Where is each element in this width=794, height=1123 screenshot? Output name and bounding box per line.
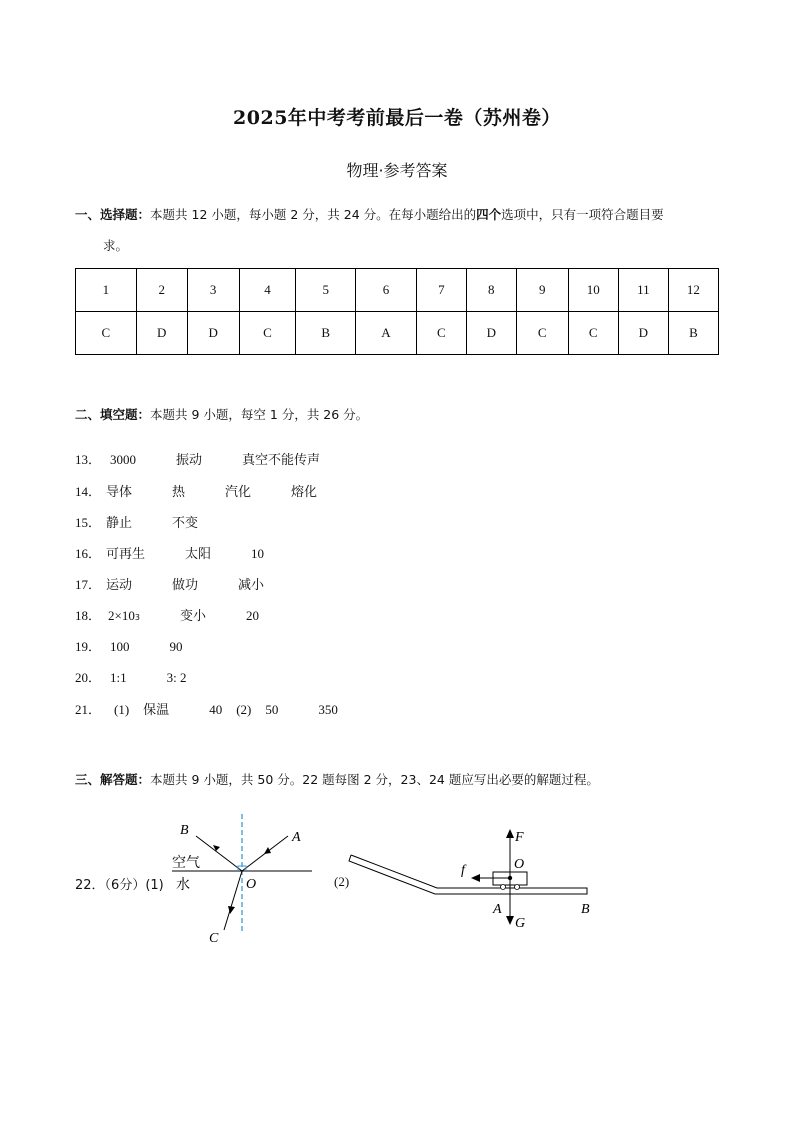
section-3-lead: 三、解答题： <box>75 772 151 787</box>
table-cell-number: 5 <box>296 269 356 312</box>
section-2-heading <box>75 405 368 425</box>
fill-answer-item: 导体 <box>106 485 133 500</box>
fill-answer-item: (2) <box>236 702 252 717</box>
q22-figure-refraction <box>160 810 320 950</box>
superscript: 3 <box>134 613 140 622</box>
section-3-text: 本题共 9 小题，共 50 分。22 题每图 2 分，23、24 题应写出必要的解题过程。 <box>150 772 599 787</box>
force-g-arrow-icon <box>506 916 514 925</box>
answer-table-answer-row <box>76 312 719 355</box>
fill-answer-line <box>75 636 183 655</box>
fill-answer-item: 太阳 <box>185 547 212 562</box>
fill-answer-item: 热 <box>172 485 186 500</box>
table-cell-answer: C <box>516 312 568 355</box>
fill-answer-item: 振动 <box>176 453 203 468</box>
fig1-water-label: 水 <box>176 877 190 893</box>
fill-answer-item: 真空不能传声 <box>242 453 321 468</box>
question-number: 13． <box>75 452 102 467</box>
table-cell-answer: C <box>416 312 466 355</box>
fill-answer-item: 熔化 <box>291 485 318 500</box>
fill-answer-item: 40 <box>209 702 223 717</box>
section-2-text: 本题共 9 小题，每空 1 分，共 26 分。 <box>150 407 369 422</box>
fill-answer-item: 做功 <box>172 578 199 593</box>
question-number: 21． <box>75 702 102 717</box>
fill-answer-item: 20 <box>245 608 259 623</box>
fill-answer-line <box>75 574 264 593</box>
fill-answer-line <box>75 667 187 686</box>
fig1-label-o: O <box>246 877 257 892</box>
question-number: 18． <box>75 608 102 623</box>
section-1-lead: 一、选择题： <box>75 207 151 222</box>
table-cell-number: 3 <box>187 269 239 312</box>
fill-answer-item: 可再生 <box>106 547 146 562</box>
fill-answer-line <box>75 543 264 562</box>
table-cell-answer: A <box>356 312 417 355</box>
fill-answer-item: 减小 <box>238 578 265 593</box>
page-subtitle: 物理·参考答案 <box>346 161 448 180</box>
fig1-label-a: A <box>292 830 301 845</box>
fill-answer-item: (1) <box>114 702 130 717</box>
fill-answer-item: 50 <box>265 702 279 717</box>
fill-answer-item: 10 <box>251 546 265 561</box>
table-cell-number: 9 <box>516 269 568 312</box>
fig2-label-o: O <box>514 857 525 872</box>
fill-answer-item: 保温 <box>143 703 170 718</box>
refracted-ray <box>224 871 242 930</box>
table-cell-answer: D <box>187 312 239 355</box>
table-cell-number: 10 <box>568 269 618 312</box>
fill-answer-item: 3: 2 <box>166 670 187 685</box>
table-cell-number: 7 <box>416 269 466 312</box>
table-cell-number: 11 <box>618 269 668 312</box>
question-number: 19． <box>75 639 102 654</box>
section-1-text-line2: 求。 <box>103 238 129 253</box>
answer-table <box>75 268 719 355</box>
section-3-heading <box>75 770 599 790</box>
table-cell-answer: B <box>668 312 718 355</box>
fig2-label-b: B <box>581 902 590 917</box>
fig2-label-f-upper: F <box>515 830 524 845</box>
section-1-bold: 四个 <box>476 207 502 222</box>
question-number: 16． <box>75 546 102 561</box>
fill-answer-line <box>75 512 198 531</box>
fill-answer-item: 100 <box>110 639 130 654</box>
wheel-left-icon <box>501 885 506 890</box>
fill-answer-line <box>75 605 259 624</box>
fig2-label-friction: f <box>461 863 465 878</box>
q22-figure-forces <box>345 825 605 940</box>
table-cell-number: 2 <box>136 269 187 312</box>
fill-answer-item: 不变 <box>172 516 199 531</box>
question-number: 15． <box>75 515 102 530</box>
section-1-text-a: 本题共 12 小题，每小题 2 分，共 24 分。在每小题给出的 <box>150 207 477 222</box>
table-cell-answer: D <box>618 312 668 355</box>
page-title: 2025年中考考前最后一卷（苏州卷） <box>233 107 561 129</box>
question-number: 20． <box>75 670 102 685</box>
fig2-label-a: A <box>493 902 502 917</box>
fill-answer-item: 静止 <box>106 516 133 531</box>
fig1-air-label: 空气 <box>172 855 200 871</box>
section-2-lead: 二、填空题： <box>75 407 151 422</box>
fill-answer-item: 90 <box>169 639 183 654</box>
reflected-ray <box>196 836 242 871</box>
force-friction-arrow-icon <box>471 874 480 882</box>
fill-answer-item: 汽化 <box>225 485 252 500</box>
section-1-text-b: 选项中，只有一项符合题目要 <box>501 207 664 222</box>
ramp-surface <box>349 855 587 894</box>
table-cell-answer: C <box>239 312 296 355</box>
q22-part2-label: (2) <box>334 874 350 889</box>
fill-answer-line <box>75 481 317 500</box>
fill-answer-item: 3000 <box>110 452 136 467</box>
table-cell-answer: C <box>568 312 618 355</box>
incident-arrow-icon <box>264 847 271 854</box>
wheel-right-icon <box>515 885 520 890</box>
q22-label: 22．（6分）(1) <box>75 878 164 893</box>
force-f-arrow-icon <box>506 829 514 838</box>
table-cell-number: 4 <box>239 269 296 312</box>
table-cell-number: 8 <box>466 269 516 312</box>
table-cell-answer: B <box>296 312 356 355</box>
fig1-label-c: C <box>209 931 219 946</box>
fill-answer-line <box>75 449 320 468</box>
fill-answer-item: 1:1 <box>110 670 127 685</box>
fill-answer-item: 350 <box>318 702 338 717</box>
fill-answer-item: 变小 <box>179 609 206 624</box>
section-1-heading <box>75 205 725 225</box>
question-number: 17． <box>75 577 102 592</box>
table-cell-answer: C <box>76 312 137 355</box>
answer-table-number-row <box>76 269 719 312</box>
fill-answer-line <box>75 699 338 718</box>
table-cell-answer: D <box>466 312 516 355</box>
fill-answer-item: 运动 <box>106 578 133 593</box>
fig1-label-b: B <box>180 823 189 838</box>
question-number: 14． <box>75 484 102 499</box>
table-cell-answer: D <box>136 312 187 355</box>
fill-answer-item: 2×10 <box>108 608 135 623</box>
table-cell-number: 1 <box>76 269 137 312</box>
table-cell-number: 12 <box>668 269 718 312</box>
fig2-label-g: G <box>515 916 526 931</box>
table-cell-number: 6 <box>356 269 417 312</box>
